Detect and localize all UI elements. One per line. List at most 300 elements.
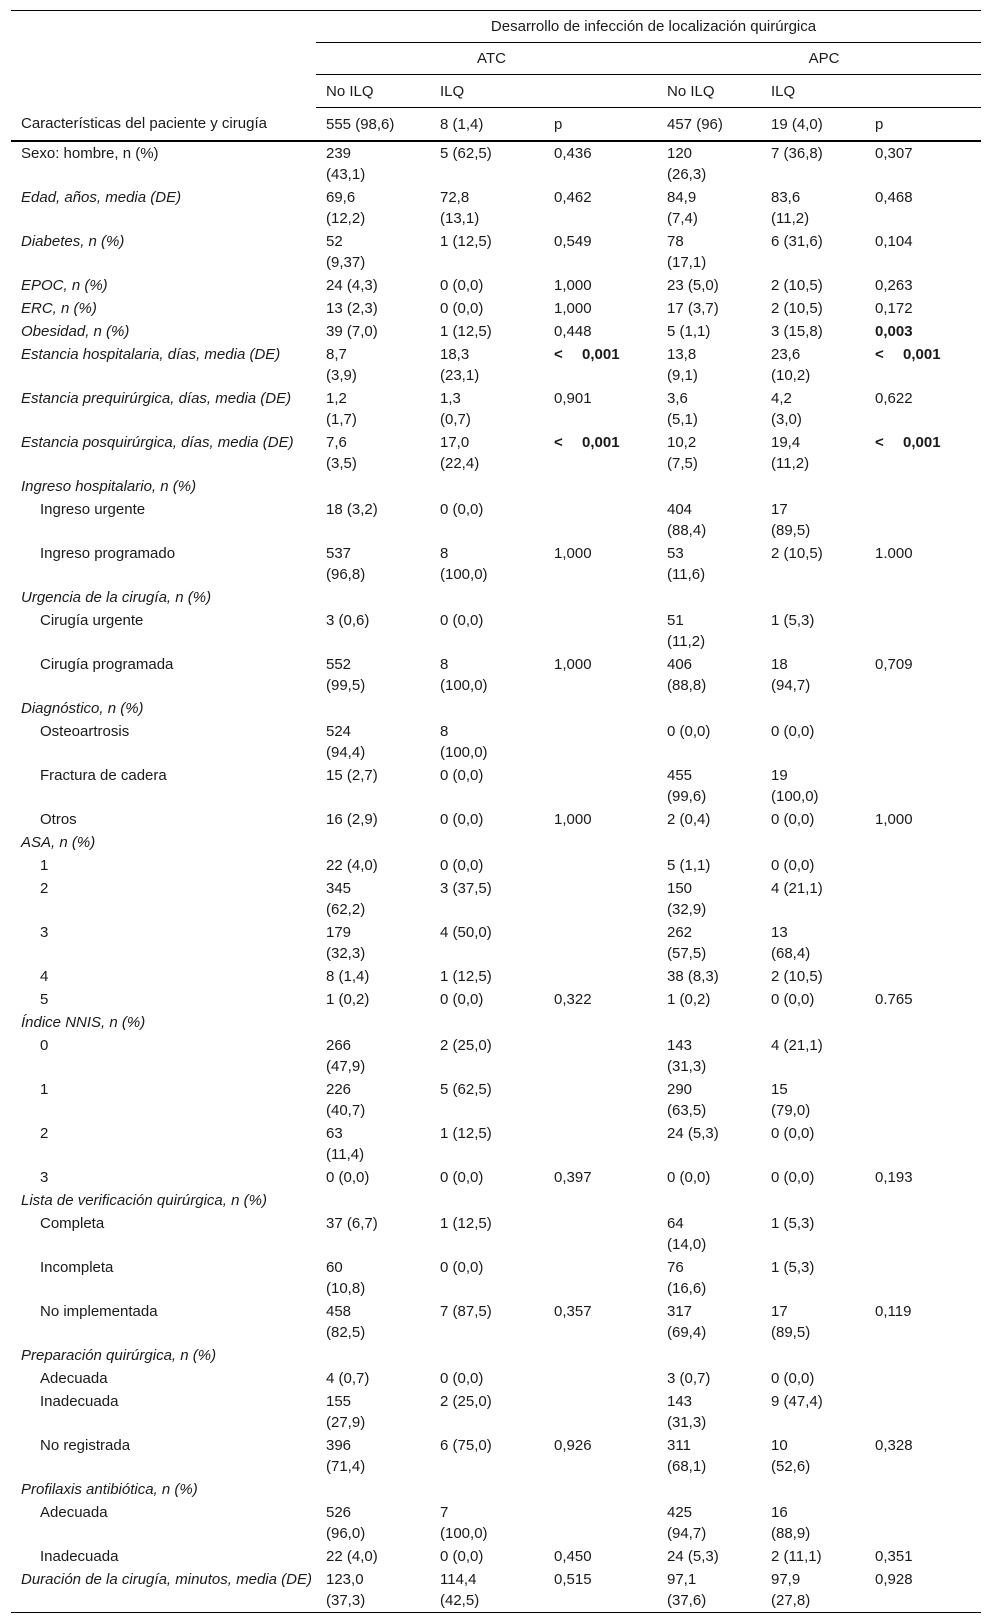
apc-no-ilq-cell: 78 (17,1) [667, 233, 707, 271]
row-label: Edad, años, media (DE) [21, 189, 182, 206]
atc-no-ilq-cell [316, 586, 430, 609]
apc-ilq-cell: 0 (0,0) [771, 1125, 815, 1142]
apc-p-cell: 0,622 [875, 390, 913, 407]
row-label: 1 [40, 857, 49, 874]
atc-no-ilq-cell: 4 (0,7) [326, 1370, 370, 1387]
table-row [11, 1300, 981, 1344]
apc-no-ilq-cell: 120 (26,3) [667, 145, 707, 183]
atc-no-ilq-cell: 537 (96,8) [326, 545, 366, 583]
apc-ilq-cell: 0 (0,0) [771, 723, 815, 740]
atc-no-ilq-cell: 63 (11,4) [326, 1125, 365, 1163]
table-row [11, 653, 981, 697]
atc-p-cell: 0,397 [554, 1169, 592, 1186]
row-label: Lista de verificación quirúrgica, n (%) [21, 1192, 267, 1209]
atc-ilq-cell: 7 (87,5) [440, 1303, 492, 1320]
table-row [11, 1034, 981, 1078]
atc-ilq-cell: 0 (0,0) [440, 1548, 484, 1565]
apc-p-cell: 0,928 [865, 1568, 981, 1613]
atc-ilq-cell: 0 (0,0) [440, 277, 484, 294]
apc-p-cell [865, 854, 981, 877]
apc-p-cell: 0,263 [875, 277, 913, 294]
atc-ilq-cell: 1 (12,5) [440, 233, 492, 250]
atc-no-ilq-cell [316, 475, 430, 498]
row-label: Ingreso hospitalario, n (%) [21, 478, 197, 495]
atc-p-cell: 0,901 [554, 390, 592, 407]
atc-p-cell [544, 720, 657, 764]
row-label: 0 [40, 1037, 49, 1054]
atc-p-cell [544, 1034, 657, 1078]
atc-ilq-cell [430, 1189, 544, 1212]
atc-no-ilq-cell: 552 (99,5) [326, 656, 366, 694]
atc-p-cell: 1,000 [554, 811, 592, 828]
atc-ilq-cell: 8 (100,0) [440, 723, 488, 761]
atc-p-cell [544, 1390, 657, 1434]
row-label: Duración de la cirugía, minutos, media (DE) [11, 1568, 316, 1613]
apc-ilq-cell: 0 (0,0) [771, 857, 815, 874]
apc-header: APC [657, 43, 981, 75]
atc-no-ilq-cell: 69,6 (12,2) [326, 189, 366, 227]
atc-ilq-cell [430, 697, 544, 720]
row-label: Adecuada [40, 1504, 108, 1521]
atc-ilq-cell [430, 1344, 544, 1367]
table-header [11, 11, 981, 141]
atc-p-spacer [544, 75, 657, 108]
row-label: Estancia hospitalaria, días, media (DE) [21, 346, 281, 363]
apc-ilq-cell: 0 (0,0) [771, 991, 815, 1008]
atc-ilq-cell: 3 (37,5) [440, 880, 492, 897]
atc-p-cell [544, 854, 657, 877]
apc-ilq-cell [761, 475, 865, 498]
atc-ilq-cell: 0 (0,0) [440, 857, 484, 874]
atc-ilq-cell: 0 (0,0) [440, 811, 484, 828]
atc-ilq-cell: 0 (0,0) [440, 1370, 484, 1387]
atc-ilq-cell: 5 (62,5) [440, 1081, 492, 1098]
apc-no-ilq-cell: 3,6 (5,1) [667, 390, 698, 428]
table-row [11, 1256, 981, 1300]
apc-p-cell [865, 475, 981, 498]
apc-ilq-header: ILQ [761, 75, 865, 108]
atc-p-cell: 0,450 [554, 1548, 592, 1565]
atc-p-cell: 0,549 [554, 233, 592, 250]
apc-no-ilq-cell: 0 (0,0) [667, 723, 711, 740]
apc-no-ilq-cell: 23 (5,0) [667, 277, 719, 294]
apc-no-ilq-cell: 17 (3,7) [667, 300, 719, 317]
apc-p-cell [865, 965, 981, 988]
apc-p-cell [865, 1478, 981, 1501]
atc-no-ilq-cell: 22 (4,0) [326, 857, 378, 874]
table-row [11, 921, 981, 965]
apc-ilq-cell: 16 (88,9) [771, 1504, 811, 1542]
table-row [11, 297, 981, 320]
apc-ilq-cell: 1 (5,3) [771, 612, 815, 629]
apc-p-cell [865, 1122, 981, 1166]
apc-p-cell: 0,119 [875, 1303, 912, 1320]
apc-p-cell [865, 720, 981, 764]
apc-p-cell: 0,328 [875, 1437, 913, 1454]
atc-p-cell: < 0,001 [554, 346, 620, 363]
apc-p-cell: 0,104 [875, 233, 913, 250]
row-label: Ingreso programado [40, 545, 176, 562]
apc-ilq-cell: 97,9 (27,8) [761, 1568, 865, 1613]
table-row [11, 854, 981, 877]
table-row [11, 764, 981, 808]
atc-p-cell [544, 475, 657, 498]
atc-p-cell: 1,000 [554, 300, 592, 317]
apc-p-cell: 0,307 [875, 145, 913, 162]
atc-ilq-cell: 0 (0,0) [440, 612, 484, 629]
atc-p-cell [544, 1122, 657, 1166]
atc-ilq-cell: 17,0 (22,4) [440, 434, 480, 472]
table-row [11, 877, 981, 921]
apc-ilq-cell: 6 (31,6) [771, 233, 823, 250]
atc-no-ilq-cell: 52 (9,37) [326, 233, 366, 271]
atc-no-ilq-cell: 1,2 (1,7) [326, 390, 357, 428]
atc-ilq-cell [430, 831, 544, 854]
table-body [11, 141, 981, 1613]
row-label: Índice NNIS, n (%) [21, 1014, 146, 1031]
row-label: No implementada [40, 1303, 158, 1320]
apc-p-cell [865, 921, 981, 965]
apc-no-ilq-cell: 64 (14,0) [667, 1215, 707, 1253]
atc-no-ilq-cell: 266 (47,9) [326, 1037, 366, 1075]
apc-no-ilq-cell [657, 586, 761, 609]
apc-no-ilq-cell: 76 (16,6) [667, 1259, 707, 1297]
apc-p-header: p [865, 108, 981, 142]
row-label: Incompleta [40, 1259, 114, 1276]
atc-p-cell [544, 697, 657, 720]
table-row [11, 343, 981, 387]
apc-p-cell: 0,193 [875, 1169, 913, 1186]
atc-ilq-cell: 0 (0,0) [440, 991, 484, 1008]
apc-p-cell [865, 1034, 981, 1078]
apc-p-cell: 0,172 [875, 300, 913, 317]
atc-no-ilq-cell: 3 (0,6) [326, 612, 370, 629]
atc-ilq-cell [430, 1478, 544, 1501]
table-row [11, 808, 981, 831]
apc-ilq-cell [761, 586, 865, 609]
atc-p-cell [544, 498, 657, 542]
atc-p-cell [544, 831, 657, 854]
row-label: ERC, n (%) [21, 300, 97, 317]
atc-ilq-n: 8 (1,4) [430, 108, 544, 142]
row-label: 1 [40, 1081, 49, 1098]
apc-ilq-cell: 0 (0,0) [771, 1169, 815, 1186]
atc-no-ilq-cell: 13 (2,3) [326, 300, 378, 317]
table-row [11, 1390, 981, 1434]
group-title-cell [316, 11, 981, 43]
apc-p-cell: 0,003 [875, 323, 913, 340]
atc-no-ilq-cell: 524 (94,4) [326, 723, 366, 761]
atc-ilq-cell: 0 (0,0) [440, 1169, 484, 1186]
row-label: Inadecuada [40, 1393, 119, 1410]
table-row [11, 1344, 981, 1367]
row-label-header: Características del paciente y cirugía [11, 108, 316, 142]
row-label: Osteoartrosis [40, 723, 130, 740]
atc-ilq-cell: 5 (62,5) [440, 145, 492, 162]
row-label: 5 [40, 991, 49, 1008]
apc-no-ilq-cell [657, 1478, 761, 1501]
row-label: Cirugía urgente [40, 612, 144, 629]
atc-ilq-cell: 0 (0,0) [440, 1259, 484, 1276]
row-label: 3 [40, 924, 49, 941]
apc-no-ilq-cell: 3 (0,7) [667, 1370, 711, 1387]
atc-no-ilq-header: No ILQ [316, 75, 430, 108]
atc-p-cell [544, 1478, 657, 1501]
atc-p-cell: < 0,001 [554, 434, 620, 451]
apc-p-cell [865, 1011, 981, 1034]
atc-header-cell [316, 43, 657, 75]
atc-ilq-header: ILQ [430, 75, 544, 108]
row-label: EPOC, n (%) [21, 277, 108, 294]
table-row [11, 831, 981, 854]
atc-ilq-cell: 0 (0,0) [440, 300, 484, 317]
atc-no-ilq-cell: 458 (82,5) [326, 1303, 366, 1341]
apc-no-ilq-cell: 406 (88,8) [667, 656, 707, 694]
apc-ilq-cell: 13 (68,4) [771, 924, 811, 962]
apc-ilq-cell: 4 (21,1) [771, 1037, 823, 1054]
table-row [11, 1166, 981, 1189]
apc-ilq-cell: 2 (10,5) [771, 968, 823, 985]
apc-ilq-cell: 18 (94,7) [771, 656, 811, 694]
apc-ilq-cell: 23,6 (10,2) [771, 346, 811, 384]
apc-ilq-cell: 2 (10,5) [771, 545, 823, 562]
row-label: 4 [40, 968, 49, 985]
apc-header-cell [657, 43, 981, 75]
table-row [11, 475, 981, 498]
row-label: ASA, n (%) [21, 834, 96, 851]
apc-ilq-cell: 17 (89,5) [771, 501, 811, 539]
apc-p-cell [865, 1212, 981, 1256]
row-label: Completa [40, 1215, 105, 1232]
apc-no-ilq-cell: 311 (68,1) [667, 1437, 707, 1475]
apc-ilq-cell: 2 (11,1) [771, 1548, 822, 1565]
atc-ilq-cell: 0 (0,0) [440, 501, 484, 518]
atc-ilq-cell [430, 1011, 544, 1034]
apc-no-ilq-cell: 150 (32,9) [667, 880, 707, 918]
apc-ilq-cell: 15 (79,0) [771, 1081, 811, 1119]
apc-no-ilq-cell: 0 (0,0) [667, 1169, 711, 1186]
atc-ilq-cell: 8 (100,0) [440, 545, 488, 583]
table-row [11, 1568, 981, 1613]
table-row [11, 387, 981, 431]
table-row [11, 988, 981, 1011]
apc-no-ilq-cell: 13,8 (9,1) [667, 346, 698, 384]
apc-ilq-cell: 1 (5,3) [771, 1215, 815, 1232]
atc-no-ilq-cell: 179 (32,3) [326, 924, 366, 962]
table-row [11, 1367, 981, 1390]
apc-no-ilq-cell: 5 (1,1) [667, 857, 711, 874]
atc-no-ilq-cell: 16 (2,9) [326, 811, 378, 828]
apc-p-cell [865, 1367, 981, 1390]
atc-ilq-cell: 18,3 (23,1) [440, 346, 480, 384]
table-row [11, 965, 981, 988]
apc-p-cell: 0,709 [875, 656, 913, 673]
row-label: Urgencia de la cirugía, n (%) [21, 589, 212, 606]
atc-p-cell: 0,322 [554, 991, 592, 1008]
table-row [11, 1122, 981, 1166]
table-row [11, 1212, 981, 1256]
apc-p-cell [865, 697, 981, 720]
atc-ilq-cell: 4 (50,0) [440, 924, 492, 941]
apc-ilq-cell: 19 (100,0) [771, 767, 819, 805]
atc-no-ilq-cell: 345 (62,2) [326, 880, 366, 918]
table-row [11, 1189, 981, 1212]
atc-ilq-cell: 6 (75,0) [440, 1437, 492, 1454]
apc-no-ilq-cell [657, 1189, 761, 1212]
atc-p-cell: 0,926 [554, 1437, 592, 1454]
atc-ilq-cell: 1,3 (0,7) [440, 390, 471, 428]
atc-p-cell [544, 1344, 657, 1367]
table-row [11, 431, 981, 475]
apc-ilq-cell: 9 (47,4) [771, 1393, 823, 1410]
atc-no-ilq-cell: 396 (71,4) [326, 1437, 366, 1475]
row-label: 3 [40, 1169, 49, 1186]
apc-no-ilq-cell: 455 (99,6) [667, 767, 707, 805]
table-row [11, 186, 981, 230]
apc-no-ilq-cell [657, 475, 761, 498]
atc-p-cell [544, 1212, 657, 1256]
row-label: Ingreso urgente [40, 501, 146, 518]
apc-p-cell [865, 1501, 981, 1545]
apc-no-ilq-cell [657, 697, 761, 720]
apc-no-ilq-cell: 262 (57,5) [667, 924, 707, 962]
apc-no-ilq-cell: 24 (5,3) [667, 1125, 719, 1142]
atc-no-ilq-cell [316, 1189, 430, 1212]
atc-p-cell: 1,000 [554, 545, 592, 562]
data-table [11, 11, 981, 1613]
atc-p-cell [544, 1501, 657, 1545]
apc-no-ilq-cell: 425 (94,7) [667, 1504, 707, 1542]
atc-no-ilq-cell [316, 1478, 430, 1501]
atc-no-ilq-cell: 123,0 (37,3) [316, 1568, 430, 1613]
row-label: Otros [40, 811, 77, 828]
apc-p-cell [865, 1390, 981, 1434]
apc-no-ilq-cell: 84,9 (7,4) [667, 189, 698, 227]
apc-no-ilq-cell: 38 (8,3) [667, 968, 719, 985]
atc-ilq-cell: 1 (12,5) [440, 1215, 492, 1232]
apc-no-ilq-cell [657, 1011, 761, 1034]
apc-p-cell [865, 498, 981, 542]
atc-no-ilq-cell: 526 (96,0) [326, 1504, 366, 1542]
atc-no-ilq-cell: 39 (7,0) [326, 323, 378, 340]
atc-p-cell [544, 609, 657, 653]
atc-no-ilq-cell: 18 (3,2) [326, 501, 378, 518]
table-row [11, 1078, 981, 1122]
apc-no-ilq-cell: 317 (69,4) [667, 1303, 707, 1341]
atc-no-ilq-cell [316, 1011, 430, 1034]
header-empty [11, 43, 316, 75]
table-row [11, 1545, 981, 1568]
table-row [11, 320, 981, 343]
row-label: Profilaxis antibiótica, n (%) [21, 1481, 198, 1498]
atc-ilq-cell: 1 (12,5) [440, 968, 492, 985]
apc-ilq-cell: 17 (89,5) [771, 1303, 811, 1341]
atc-p-cell: 1,000 [554, 277, 592, 294]
apc-ilq-cell: 0 (0,0) [771, 811, 815, 828]
apc-p-cell [865, 1344, 981, 1367]
atc-ilq-cell: 0 (0,0) [440, 767, 484, 784]
atc-p-cell [544, 1367, 657, 1390]
atc-ilq-cell [430, 586, 544, 609]
table-row [11, 230, 981, 274]
row-label: Sexo: hombre, n (%) [21, 145, 159, 162]
row-label: Preparación quirúrgica, n (%) [21, 1347, 217, 1364]
table-row [11, 274, 981, 297]
apc-ilq-cell [761, 697, 865, 720]
apc-ilq-cell [761, 1478, 865, 1501]
table-row [11, 498, 981, 542]
row-label: Diagnóstico, n (%) [21, 700, 144, 717]
header-empty [11, 75, 316, 108]
apc-ilq-cell: 0 (0,0) [771, 1370, 815, 1387]
apc-p-cell [865, 764, 981, 808]
table-row [11, 542, 981, 586]
apc-no-ilq-cell: 143 (31,3) [667, 1037, 707, 1075]
apc-ilq-cell: 10 (52,6) [771, 1437, 811, 1475]
apc-no-ilq-cell: 24 (5,3) [667, 1548, 719, 1565]
atc-ilq-cell: 2 (25,0) [440, 1393, 492, 1410]
apc-ilq-cell [761, 1011, 865, 1034]
atc-p-cell [544, 921, 657, 965]
apc-no-ilq-cell: 5 (1,1) [667, 323, 711, 340]
atc-ilq-cell: 2 (25,0) [440, 1037, 492, 1054]
row-label: Fractura de cadera [40, 767, 167, 784]
apc-ilq-cell: 1 (5,3) [771, 1259, 815, 1276]
apc-no-ilq-header: No ILQ [657, 75, 761, 108]
atc-no-ilq-cell: 22 (4,0) [326, 1548, 378, 1565]
row-label: Adecuada [40, 1370, 108, 1387]
atc-ilq-cell: 8 (100,0) [440, 656, 488, 694]
table-row [11, 720, 981, 764]
apc-ilq-cell: 2 (10,5) [771, 300, 823, 317]
apc-p-cell: < 0,001 [875, 434, 941, 451]
apc-no-ilq-n: 457 (96) [657, 108, 761, 142]
apc-no-ilq-cell: 2 (0,4) [667, 811, 711, 828]
atc-no-ilq-cell [316, 1344, 430, 1367]
group-title: Desarrollo de infección de localización quirúrgica [316, 11, 981, 43]
apc-p-cell [865, 1256, 981, 1300]
row-label: 2 [40, 1125, 49, 1142]
atc-ilq-cell: 1 (12,5) [440, 323, 492, 340]
apc-ilq-cell: 4,2 (3,0) [771, 390, 802, 428]
apc-no-ilq-cell: 404 (88,4) [667, 501, 707, 539]
atc-no-ilq-cell: 24 (4,3) [326, 277, 378, 294]
atc-ilq-cell: 72,8 (13,1) [440, 189, 480, 227]
table-row [11, 1434, 981, 1478]
apc-no-ilq-cell: 53 (11,6) [667, 545, 706, 583]
atc-no-ilq-cell: 7,6 (3,5) [326, 434, 357, 472]
atc-ilq-cell: 1 (12,5) [440, 1125, 492, 1142]
atc-no-ilq-cell: 60 (10,8) [326, 1259, 366, 1297]
atc-header: ATC [316, 43, 657, 75]
atc-no-ilq-cell: 226 (40,7) [326, 1081, 366, 1119]
apc-ilq-n: 19 (4,0) [761, 108, 865, 142]
apc-p-spacer [865, 75, 981, 108]
atc-no-ilq-cell: 37 (6,7) [326, 1215, 378, 1232]
atc-p-header: p [544, 108, 657, 142]
table-row [11, 1011, 981, 1034]
atc-p-cell: 0,462 [554, 189, 592, 206]
atc-p-cell [544, 877, 657, 921]
atc-p-cell [544, 1078, 657, 1122]
row-label: Inadecuada [40, 1548, 119, 1565]
atc-ilq-cell: 114,4 (42,5) [430, 1568, 544, 1613]
apc-no-ilq-cell [657, 831, 761, 854]
apc-ilq-cell: 4 (21,1) [771, 880, 823, 897]
apc-p-cell [865, 1189, 981, 1212]
atc-p-cell [544, 764, 657, 808]
apc-no-ilq-cell: 143 (31,3) [667, 1393, 707, 1431]
